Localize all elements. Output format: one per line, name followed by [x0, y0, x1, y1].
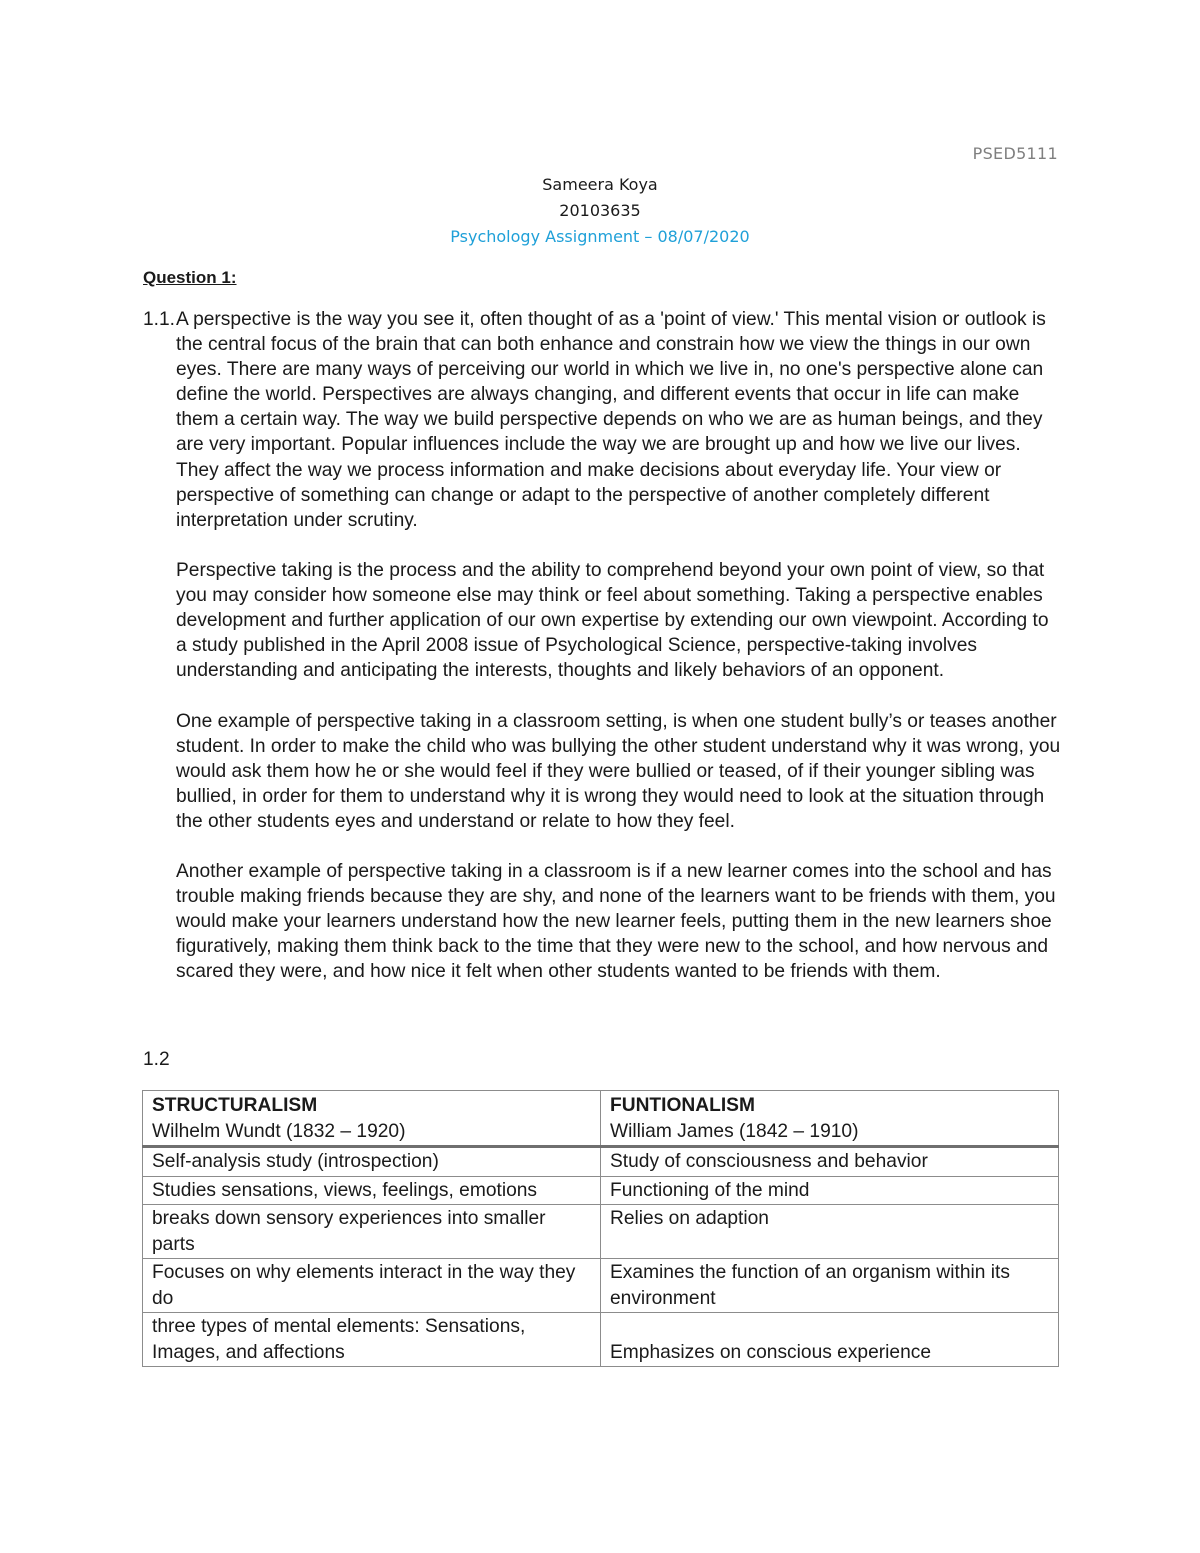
paragraph: [143, 307, 1063, 533]
table-row: [143, 1176, 1059, 1205]
table-cell: Relies on adaption: [601, 1205, 1059, 1259]
table-row: [143, 1147, 1059, 1177]
table-cell: Examines the function of an organism within its environment: [601, 1259, 1059, 1313]
question-heading: Question 1:: [143, 268, 237, 287]
item-number-1-2: 1.2: [143, 1049, 170, 1070]
table-header-cell: [601, 1091, 1059, 1147]
table-cell: Self-analysis study (introspection): [143, 1147, 601, 1177]
paragraph: Another example of perspective taking in a classroom is if a new learner comes into the school and has trouble making friends because they are shy, and none of the learners want to be friends with them, you would make your learners understand how the new learner feels, putting them in the new learners shoe figuratively, making them think back to the time that they were new to the school, and how nervous and scared they were, and how nice it felt when other students wanted to be friends with them.: [176, 861, 1056, 983]
column-subtitle: Wilhelm Wundt (1832 – 1920): [152, 1120, 406, 1142]
table-cell: Functioning of the mind: [601, 1176, 1059, 1205]
table-row: [143, 1259, 1059, 1313]
column-title: STRUCTURALISM: [152, 1095, 318, 1116]
table-cell: breaks down sensory experiences into smaller parts: [143, 1205, 601, 1259]
table-row: [143, 1205, 1059, 1259]
table-cell: Focuses on why elements interact in the way they do: [143, 1259, 601, 1313]
table-cell: Studies sensations, views, feelings, emotions: [143, 1176, 601, 1205]
table-cell: Study of consciousness and behavior: [601, 1147, 1059, 1177]
column-subtitle: William James (1842 – 1910): [610, 1120, 859, 1142]
column-title: FUNTIONALISM: [610, 1095, 755, 1116]
course-code: PSED5111: [972, 144, 1058, 163]
paragraph: Perspective taking is the process and the ability to comprehend beyond your own point of view, so that you may consider how someone else may think or feel about something. Taking a perspective enables development and further application of our own expertise by extending our own viewpoint. According to a study published in the April 2008 issue of Psychological Science, perspective-taking involves understanding and anticipating the interests, thoughts and likely behaviors of an opponent.: [176, 559, 1049, 682]
paragraph: One example of perspective taking in a classroom setting, is when one student bully’s or teases another student. In order to make the child who was bullying the other student understand why it was wrong, you would ask them how he or she would feel if they were bullied or teased, of if their younger sibling was bullied, in order for them to understand why it is wrong they would need to look at the situation through the other students eyes and understand or relate to how they feel.: [176, 710, 1061, 832]
student-name: Sameera Koya: [542, 175, 658, 194]
table-row: [143, 1313, 1059, 1367]
title-block: [0, 172, 1200, 250]
comparison-table: [142, 1090, 1059, 1367]
assignment-title: Psychology Assignment – 08/07/2020: [450, 227, 750, 246]
student-number: 20103635: [559, 201, 641, 220]
table-header-cell: [143, 1091, 601, 1147]
table-cell: Emphasizes on conscious experience: [601, 1313, 1059, 1367]
item-number: 1.1.: [143, 309, 176, 330]
paragraph-text: A perspective is the way you see it, often thought of as a 'point of view.' This mental vision or outlook is the central focus of the brain that can both enhance and constrain how we view the things in our own eyes. There are many ways of perceiving our world in which we live in, no one's perspective alone can define the world. Perspectives are always changing, and different events that occur in life can make them a certain way. The way we build perspective depends on who we are as human beings, and they are very important. Popular influences include the way we are brought up and how we live our lives. They affect the way we process information and make decisions about everyday life. Your view or perspective of something can change or adapt to the perspective of another completely different interpretation under scrutiny.: [176, 309, 1046, 531]
table-cell: three types of mental elements: Sensations, Images, and affections: [143, 1313, 601, 1367]
table-header-row: [143, 1091, 1059, 1147]
answer-1-1: [143, 307, 1063, 1010]
